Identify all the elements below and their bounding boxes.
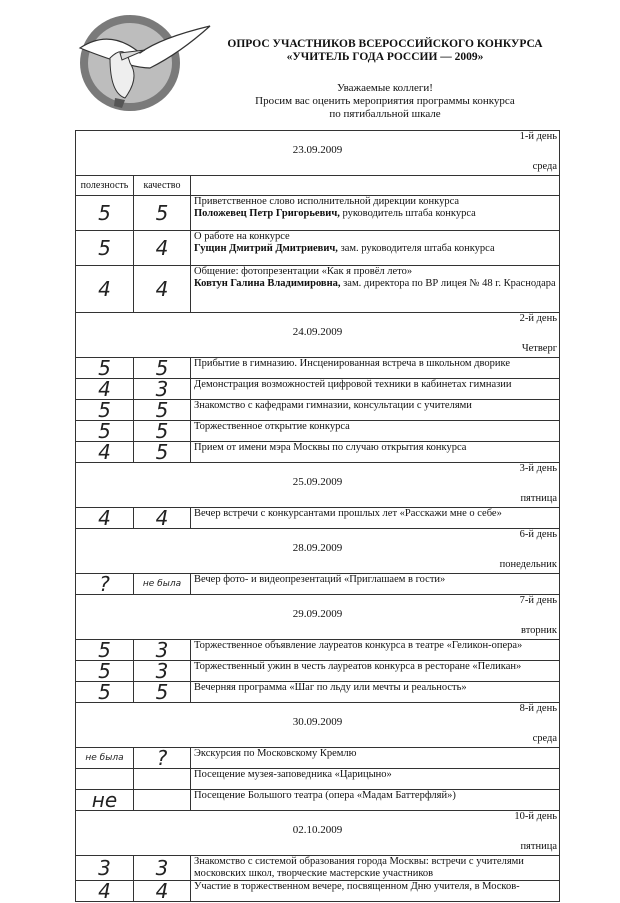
quality-score[interactable]: 4 xyxy=(134,881,191,902)
event-row xyxy=(76,196,560,231)
day-header-row xyxy=(76,595,560,640)
day-header-row xyxy=(76,811,560,856)
event-title: Участие в торжественном вечере, посвященном Дню учителя, в Москов- xyxy=(194,881,520,892)
event-title: Посещение музея-заповедника «Царицыно» xyxy=(194,769,392,780)
speaker-role: руководитель штаба конкурса xyxy=(339,208,476,219)
day-number: 6-й день xyxy=(519,529,557,540)
event-row xyxy=(76,400,560,421)
usefulness-score[interactable]: 5 xyxy=(76,640,134,661)
day-date: 29.09.2009 xyxy=(292,608,343,620)
event-row xyxy=(76,661,560,682)
quality-score[interactable] xyxy=(134,790,191,811)
event-title: Торжественный ужин в честь лауреатов конкурса в ресторане «Пеликан» xyxy=(194,661,522,672)
greeting: Уважаемые коллеги! xyxy=(337,82,433,94)
quality-score[interactable]: 4 xyxy=(134,231,191,266)
event-description xyxy=(191,400,560,421)
usefulness-score[interactable]: не xyxy=(76,790,134,811)
survey-intro xyxy=(215,82,555,121)
usefulness-score[interactable]: 5 xyxy=(76,682,134,703)
usefulness-score[interactable]: 4 xyxy=(76,508,134,529)
column-header-row xyxy=(76,176,560,196)
event-title: Прием от имени мэра Москвы по случаю открытия конкурса xyxy=(194,442,467,453)
day-weekday: Четверг xyxy=(521,343,557,354)
day-header-row xyxy=(76,131,560,176)
speaker-name: Гущин Дмитрий Дмитриевич, xyxy=(194,243,338,254)
day-date: 24.09.2009 xyxy=(292,326,343,338)
usefulness-score[interactable]: 5 xyxy=(76,400,134,421)
quality-score[interactable]: 4 xyxy=(134,508,191,529)
quality-score[interactable]: 3 xyxy=(134,661,191,682)
day-number: 7-й день xyxy=(519,595,557,606)
event-title: Торжественное открытие конкурса xyxy=(194,421,350,432)
quality-score[interactable]: 4 xyxy=(134,266,191,313)
usefulness-score[interactable]: 3 xyxy=(76,856,134,881)
usefulness-score[interactable]: 4 xyxy=(76,379,134,400)
event-description xyxy=(191,196,560,231)
event-description xyxy=(191,640,560,661)
quality-score[interactable] xyxy=(134,769,191,790)
event-description xyxy=(191,358,560,379)
event-title: О работе на конкурсе xyxy=(194,231,290,242)
event-title: Общение: фотопрезентации «Как я провёл лето» xyxy=(194,266,413,277)
quality-score[interactable]: 3 xyxy=(134,379,191,400)
speaker-role: зам. руководителя штаба конкурса xyxy=(337,243,495,254)
event-row xyxy=(76,442,560,463)
event-row xyxy=(76,358,560,379)
quality-score[interactable]: 5 xyxy=(134,682,191,703)
event-description xyxy=(191,379,560,400)
event-title: Демонстрация возможностей цифровой техники в кабинетах гимназии xyxy=(194,379,512,390)
day-number: 8-й день xyxy=(519,703,557,714)
day-header-row xyxy=(76,313,560,358)
title-line-2: «УЧИТЕЛЬ ГОДА РОССИИ — 2009» xyxy=(286,51,484,63)
event-title: Экскурсия по Московскому Кремлю xyxy=(194,748,357,759)
event-description xyxy=(191,769,560,790)
quality-score[interactable]: 5 xyxy=(134,421,191,442)
event-row xyxy=(76,682,560,703)
event-title: Торжественное объявление лауреатов конкурса в театре «Геликон-опера» xyxy=(194,640,523,651)
usefulness-header: полезность xyxy=(76,176,134,196)
quality-header: качество xyxy=(134,176,191,196)
quality-score[interactable]: ? xyxy=(134,748,191,769)
event-row xyxy=(76,231,560,266)
quality-score[interactable]: 5 xyxy=(134,358,191,379)
day-number: 3-й день xyxy=(519,463,557,474)
day-weekday: пятница xyxy=(520,493,557,504)
event-description xyxy=(191,790,560,811)
usefulness-score[interactable]: 5 xyxy=(76,421,134,442)
event-row xyxy=(76,508,560,529)
event-row xyxy=(76,379,560,400)
speaker-name: Положевец Петр Григорьевич, xyxy=(194,208,340,219)
event-description xyxy=(191,421,560,442)
quality-score[interactable]: 3 xyxy=(134,856,191,881)
rating-table xyxy=(75,130,560,902)
day-number: 1-й день xyxy=(519,131,557,142)
event-row xyxy=(76,748,560,769)
event-row xyxy=(76,574,560,595)
event-row xyxy=(76,790,560,811)
day-header-row xyxy=(76,703,560,748)
event-description xyxy=(191,266,560,313)
usefulness-score[interactable]: 4 xyxy=(76,266,134,313)
day-weekday: понедельник xyxy=(499,559,557,570)
event-title: Знакомство с кафедрами гимназии, консультации с учителями xyxy=(194,400,472,411)
usefulness-score[interactable] xyxy=(76,769,134,790)
quality-score[interactable]: 5 xyxy=(134,442,191,463)
day-weekday: среда xyxy=(532,733,557,744)
event-title: Вечер фото- и видеопрезентаций «Приглашаем в гости» xyxy=(194,574,446,585)
day-date: 23.09.2009 xyxy=(292,144,343,156)
usefulness-score[interactable]: 4 xyxy=(76,442,134,463)
event-description xyxy=(191,682,560,703)
pelican-logo xyxy=(70,8,220,118)
usefulness-score[interactable]: ? xyxy=(76,574,134,595)
day-weekday: среда xyxy=(532,161,557,172)
day-date: 02.10.2009 xyxy=(292,824,343,836)
speaker-role: зам. директора по ВР лицея № 48 г. Краснодара xyxy=(340,278,556,289)
event-row xyxy=(76,421,560,442)
event-description xyxy=(191,661,560,682)
day-weekday: вторник xyxy=(521,625,557,636)
day-date: 25.09.2009 xyxy=(292,476,343,488)
usefulness-score[interactable]: 5 xyxy=(76,196,134,231)
event-title: Прибытие в гимназию. Инсценированная встреча в школьном дворике xyxy=(194,358,510,369)
day-number: 10-й день xyxy=(514,811,557,822)
request-line-2: по пятибалльной шкале xyxy=(329,108,441,120)
event-title: Вечерняя программа «Шаг по льду или мечты и реальность» xyxy=(194,682,467,693)
event-title: Знакомство с системой образования города Москвы: встречи с учителями московских школ, творческие мастерские участников xyxy=(194,856,524,879)
quality-score[interactable]: 3 xyxy=(134,640,191,661)
event-description xyxy=(191,881,560,902)
event-title: Вечер встречи с конкурсантами прошлых лет «Расскажи мне о себе» xyxy=(194,508,502,519)
quality-score[interactable]: 5 xyxy=(134,196,191,231)
usefulness-score[interactable]: 5 xyxy=(76,231,134,266)
day-header-row xyxy=(76,529,560,574)
event-description xyxy=(191,574,560,595)
event-description xyxy=(191,508,560,529)
usefulness-score[interactable]: 4 xyxy=(76,881,134,902)
survey-title xyxy=(215,38,555,64)
event-row xyxy=(76,640,560,661)
usefulness-score[interactable]: 5 xyxy=(76,358,134,379)
day-date: 28.09.2009 xyxy=(292,542,343,554)
quality-score[interactable]: не была xyxy=(134,574,191,595)
quality-score[interactable]: 5 xyxy=(134,400,191,421)
title-line-1: ОПРОС УЧАСТНИКОВ ВСЕРОССИЙСКОГО КОНКУРСА xyxy=(227,38,543,50)
day-weekday: пятница xyxy=(520,841,557,852)
event-description xyxy=(191,748,560,769)
speaker-name: Ковтун Галина Владимировна, xyxy=(194,278,341,289)
event-description xyxy=(191,442,560,463)
event-row xyxy=(76,266,560,313)
event-title: Приветственное слово исполнительной дирекции конкурса xyxy=(194,196,460,207)
day-number: 2-й день xyxy=(519,313,557,324)
request-line-1: Просим вас оценить мероприятия программы конкурса xyxy=(255,95,515,107)
day-date: 30.09.2009 xyxy=(292,716,343,728)
event-title: Посещение Большого театра (опера «Мадам Баттерфляй») xyxy=(194,790,456,801)
usefulness-score[interactable]: не была xyxy=(76,748,134,769)
event-description xyxy=(191,231,560,266)
event-row xyxy=(76,881,560,902)
day-header-row xyxy=(76,463,560,508)
event-row xyxy=(76,769,560,790)
usefulness-score[interactable]: 5 xyxy=(76,661,134,682)
